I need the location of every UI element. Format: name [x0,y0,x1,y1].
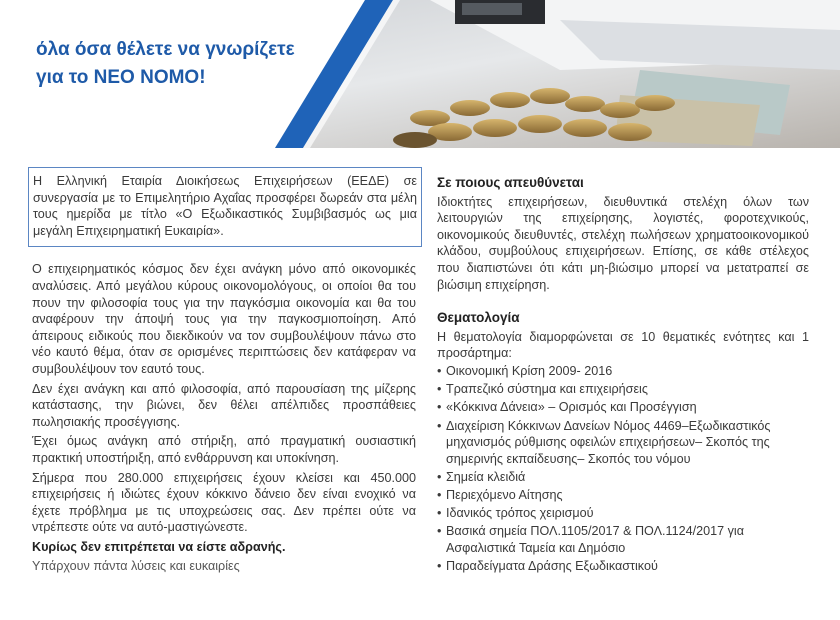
tagline-line-1: όλα όσα θέλετε να γνωρίζετε [36,39,295,60]
emphasis-text: Κυρίως δεν επιτρέπεται να είστε αδρανής. [32,539,286,554]
body-paragraph: Ο επιχειρηματικός κόσμος δεν έχει ανάγκη μόνο από οικονομικές αναλύσεις. Από μεγάλου κύρους οικονομολόγους, οι οποίοι θα του πουν την φιλοσοφία τους για την παγκόσμια οικονομία και θα του αναφέρουν την άποψή τους για την παγκοσμιοποίηση. Από άπειρους ειδικούς που διεκδικούν να τον συμβουλέψουν πάνω στο νέο καυτό θέμα, όταν σε ορισμένες περιπτώσεις δεν κατάφεραν να συμβουλέψουν τον εαυτό τους. [32,262,416,376]
list-item: • Βασικά σημεία ΠΟΛ.1105/2017 & ΠΟΛ.1124/2017 για Ασφαλιστικά Ταμεία και Δημόσιο [437,523,809,556]
list-item: • Περιεχόμενο Αίτησης [437,487,809,504]
audience-text: Ιδιοκτήτες επιχειρήσεων, διευθυντικά στελέχη όλων των λειτουργιών της επιχείρησης, λογιστές, φοροτεχνικούς, οικονομικούς διευθυντές, στελέχη πωλήσεων χρηματοοικονομικού κλάδου, συμβούλους επιχειρήσεων. Επίσης, σε κάθε στέλεχος που διαπιστώνει ότι κάτι μη-βιώσιμο μπορεί να μετατραπεί σε βιώσιμη επιχείρηση. [437,194,809,292]
body-paragraph: Δεν έχει ανάγκη και από φιλοσοφία, από παρουσίαση της μίζερης κατάστασης, την βιώνει, δεν θέλει απέλπιδες προσπάθειες πωλησιακής προσέγγισης. [32,381,416,429]
audience-heading: Σε ποιους απευθύνεται [437,175,584,190]
list-item: • Διαχείριση Κόκκινων Δανείων Νόμος 4469–Εξωδικαστικός μηχανισμός ρύθμισης οφειλών επιχειρήσεων– Σκοπός της σημερινής εκπαίδευσης– Σκοπός του νόμου [437,418,809,468]
topics-list [437,363,809,575]
list-item: • Σημεία κλειδιά [437,469,809,486]
list-item: • Οικονομική Κρίση 2009- 2016 [437,363,809,380]
list-item: • Ιδανικός τρόπος χειρισμού [437,505,809,522]
intro-box: Η Ελληνική Εταιρία Διοικήσεως Επιχειρήσεων (ΕΕΔΕ) σε συνεργασία με το Επιμελητήριο Αχαΐας προσφέρει δωρεάν στα μέλη τους ημερίδα με τίτλο «Ο Εξωδικαστικός Συμβιβασμός ως μια μεγάλη Επιχειρηματική Ευκαιρία». [28,167,422,247]
topics-intro: Η θεματολογία διαμορφώνεται σε 10 θεματικές ενότητες και 1 προσάρτημα: [437,329,809,361]
right-column [437,175,809,576]
cut-off-line: Υπάρχουν πάντα λύσεις και ευκαιρίες [32,559,240,574]
header-banner [0,0,840,148]
list-item: • Παραδείγματα Δράσης Εξωδικαστικού [437,558,809,575]
list-item: • Τραπεζικό σύστημα και επιχειρήσεις [437,381,809,398]
topics-heading: Θεματολογία [437,310,520,326]
banner-tagline [36,36,295,92]
body-paragraph: Έχει όμως ανάγκη από στήριξη, από πραγματική ουσιαστική πρακτική υποστήριξη, από ενθάρρυνση και υποκίνηση. [32,434,416,465]
body-paragraph: Σήμερα που 280.000 επιχειρήσεις έχουν κλείσει και 450.000 επιχειρήσεις ή ιδιώτες έχουν κόκκινο δάνειο δεν είναι ενοχικό να έχετε πρόβλημα με τις υποχρεώσεις σας. Δεν πρέπει ούτε να ντρέπεστε ούτε να αυτό-μαστιγώνεστε. [32,470,416,535]
left-column [32,167,416,578]
tagline-line-2: για το ΝΕΟ ΝΟΜΟ! [36,67,206,88]
list-item: • «Κόκκινα Δάνεια» – Ορισμός και Προσέγγιση [437,399,809,416]
